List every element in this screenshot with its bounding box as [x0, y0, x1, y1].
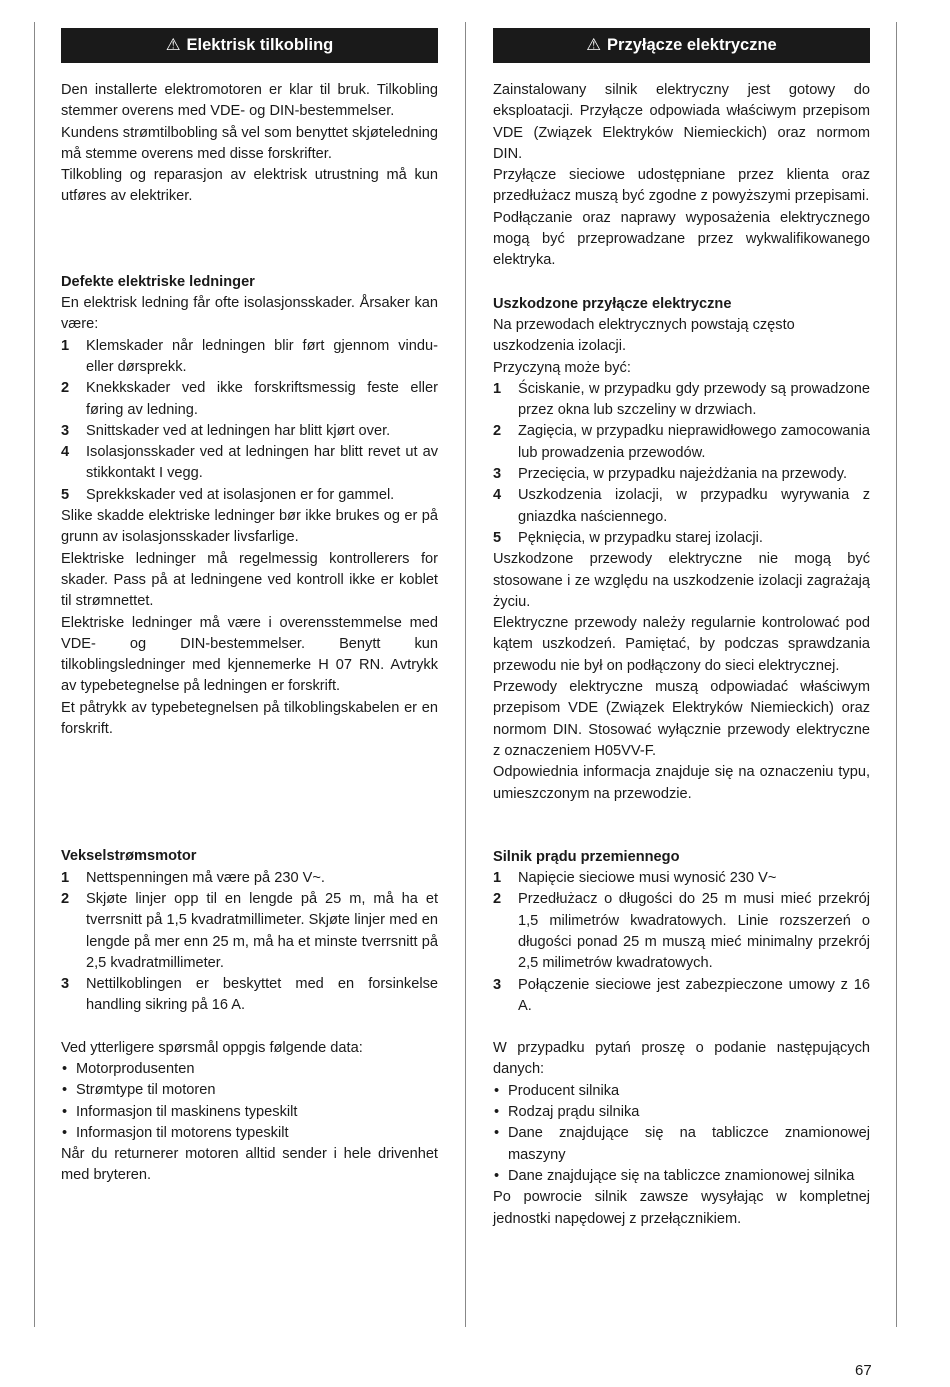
list-text: Klemskader når ledningen blir ført gjennom vindu- eller dørsprekk.: [86, 337, 438, 375]
list-text: Nettilkoblingen er beskyttet med en forsinkelse handling sikring på 16 A.: [86, 976, 438, 1014]
list-item: [493, 485, 870, 528]
right-defects-paragraph: Odpowiednia informacja znajduje się na oznaczeniu typu, umieszczonym na przewodzie.: [493, 764, 870, 802]
list-item: [493, 1102, 870, 1123]
left-defects-paragraph: Elektriske ledninger må regelmessig kontrollerers for skader. Pass på at ledningene ved kontroll ikke er koblet til strømnettet.: [61, 550, 438, 610]
list-item: [493, 1123, 870, 1166]
list-text: Dane znajdujące się na tabliczce znamionowej silnika: [508, 1167, 855, 1184]
list-item: [61, 336, 438, 379]
list-text: Ściskanie, w przypadku gdy przewody są prowadzone przez okna lub szczeliny w drzwiach.: [518, 380, 870, 419]
right-bullet-list: [493, 1081, 870, 1187]
list-number: 3: [493, 466, 502, 483]
bullet: •: [62, 1103, 68, 1120]
right-defects-list: [493, 379, 870, 549]
right-questions-intro: W przypadku pytań proszę o podanie następujących danych:: [493, 1040, 870, 1078]
list-item: [493, 889, 870, 974]
list-number: 4: [61, 444, 70, 461]
list-text: Knekkskader ved ikke forskriftsmessig feste eller føring av ledning.: [86, 380, 438, 418]
right-closing-paragraph: Po powrocie silnik zawsze wysyłając w kompletnej jednostki napędowej z przełącznikiem.: [493, 1189, 870, 1227]
bullet: •: [62, 1124, 68, 1141]
bullet: •: [62, 1082, 68, 1099]
right-section-banner: [493, 28, 870, 63]
left-motor-list: [61, 868, 438, 1017]
list-number: 2: [493, 891, 502, 908]
right-intro-paragraph: Podłączanie oraz naprawy wyposażenia elektrycznego mogą być przeprowadzane przez wykwalifikowanego elektryka.: [493, 209, 870, 269]
list-text: Motorprodusenten: [76, 1060, 195, 1077]
list-text: Snittskader ved at ledningen har blitt kjørt over.: [86, 422, 391, 439]
list-text: Rodzaj prądu silnika: [508, 1104, 640, 1121]
bullet: •: [494, 1125, 500, 1142]
page-number: 67: [855, 1362, 872, 1379]
list-number: 2: [61, 890, 70, 907]
left-banner-title: Elektrisk tilkobling: [186, 36, 334, 54]
list-number: 2: [61, 380, 70, 397]
list-number: 1: [493, 870, 502, 887]
list-text: Przecięcia, w przypadku najeżdżania na przewody.: [518, 466, 848, 483]
warning-triangle-icon: ⚠: [165, 36, 181, 54]
list-item: [61, 442, 438, 485]
list-text: Producent silnika: [508, 1082, 620, 1099]
list-number: 3: [493, 976, 502, 993]
left-defects-paragraph: Elektriske ledninger må være i overensstemmelse med VDE- og DIN-bestemmelser. Benytt kun tilkoblingsledninger med kjennemerke H 07 RN. Avtrykk av typebetegnelse på ledningen er forskrift.: [61, 614, 438, 695]
list-item: [61, 1059, 438, 1080]
list-item: [61, 868, 438, 889]
list-number: 1: [61, 337, 70, 354]
list-item: [493, 1166, 870, 1187]
right-defects-paragraph: Elektryczne przewody należy regularnie kontrolować pod kątem uszkodzeń. Pamiętać, by podczas sprawdzania przewodu nie był on podłączony do sieci elektrycznej.: [493, 615, 870, 674]
list-item: [493, 1081, 870, 1102]
list-number: 1: [493, 380, 502, 397]
list-text: Strømtype til motoren: [76, 1082, 216, 1099]
right-column: [493, 28, 870, 1230]
right-margin-line: [896, 22, 897, 1327]
list-item: [61, 1102, 438, 1123]
left-defects-paragraph: Slike skadde elektriske ledninger bør ikke brukes og er på grunn av isolasjonsskader livsfarlige.: [61, 508, 438, 546]
list-item: [61, 1123, 438, 1144]
left-bullet-list: [61, 1059, 438, 1144]
list-item: [61, 974, 438, 1017]
left-column: [61, 28, 438, 1187]
right-defects-title: Uszkodzone przyłącze elektryczne: [493, 295, 732, 312]
left-intro-paragraph: Tilkobling og reparasjon av elektrisk utrustning må kun utføres av elektriker.: [61, 167, 438, 205]
list-text: Połączenie sieciowe jest zabezpieczone umowy z 16 A.: [518, 976, 870, 1014]
list-text: Pęknięcia, w przypadku starej izolacji.: [518, 529, 763, 546]
list-item: [61, 378, 438, 421]
right-intro-paragraph: Zainstalowany silnik elektryczny jest gotowy do eksploatacji. Przyłącze odpowiada właściwym przepisom VDE (Związek Elektryków Niemieckich) oraz normom DIN.: [493, 82, 870, 162]
list-text: Nettspenningen må være på 230 V~.: [86, 869, 325, 886]
list-text: Informasjon til motorens typeskilt: [76, 1124, 289, 1141]
right-defects-paragraph: Uszkodzone przewody elektryczne nie mogą być stosowane i ze względu na uszkodzenie izolacji zagrażają życiu.: [493, 551, 870, 610]
list-text: Isolasjonsskader ved at ledningen har blitt revet ut av stikkontakt I vegg.: [86, 444, 438, 482]
left-questions-intro: Ved ytterligere spørsmål oppgis følgende data:: [61, 1039, 363, 1056]
list-item: [493, 868, 870, 889]
list-item: [61, 889, 438, 974]
right-defects-intro: Na przewodach elektrycznych powstają często uszkodzenia izolacji.: [493, 316, 795, 355]
list-item: [493, 421, 870, 464]
right-banner-title: Przyłącze elektryczne: [607, 36, 777, 54]
list-number: 4: [493, 487, 502, 504]
list-item: [493, 975, 870, 1018]
list-item: [493, 464, 870, 485]
left-margin-line: [34, 22, 35, 1327]
list-text: Skjøte linjer opp til en lengde på 25 m, må ha et tverrsnitt på 1,5 kvadratmillimeter. Skjøte linjer med en lengde på mer enn 25 m, må ha et minste tverrsnitt på 2,5 kvadratmillimeter.: [86, 890, 438, 971]
left-defects-intro: En elektrisk ledning får ofte isolasjonsskader. Årsaker kan være:: [61, 295, 438, 333]
bullet: •: [494, 1082, 500, 1099]
list-item: [493, 379, 870, 422]
left-intro-paragraph: Den installerte elektromotoren er klar til bruk. Tilkobling stemmer overens med VDE- og DIN-bestemmelser.: [61, 82, 438, 120]
bullet: •: [494, 1104, 500, 1121]
list-item: [493, 528, 870, 549]
right-defects-paragraph: Przewody elektryczne muszą odpowiadać właściwym przepisom VDE (Związek Elektryków Niemieckich) oraz normom DIN. Stosować wyłącznie przewody elektryczne z oznaczeniem H05VV-F.: [493, 679, 870, 759]
right-motor-title: Silnik prądu przemiennego: [493, 848, 680, 865]
list-text: Napięcie sieciowe musi wynosić 230 V~: [518, 870, 777, 887]
list-item: [61, 421, 438, 442]
list-text: Przedłużacz o długości do 25 m musi mieć przekrój 1,5 milimetrów kwadratowych. Linie rozszerzeń o długości ponad 25 m muszą mieć minimalny przekrój 2,5 milimetrów kwadratowych.: [518, 891, 870, 972]
center-divider-line: [465, 22, 466, 1327]
warning-triangle-icon: ⚠: [586, 36, 602, 54]
right-motor-list: [493, 868, 870, 1017]
left-intro-paragraph: Kundens strømtilbobling så vel som benyttet skjøteledning må stemme overens med disse forskrifter.: [61, 124, 438, 162]
right-defects-intro-cause: Przyczyną może być:: [493, 359, 631, 376]
list-text: Uszkodzenia izolacji, w przypadku wyrywania z gniazdka naściennego.: [518, 487, 870, 525]
left-defects-paragraph: Et påtrykk av typebetegnelsen på tilkoblingskabelen er en forskrift.: [61, 699, 438, 738]
list-text: Informasjon til maskinens typeskilt: [76, 1103, 298, 1120]
list-number: 3: [61, 422, 70, 439]
list-number: 3: [61, 976, 70, 993]
list-item: [61, 485, 438, 506]
bullet: •: [494, 1167, 500, 1184]
right-intro-paragraph: Przyłącze sieciowe udostępniane przez klienta oraz przedłużacz muszą być zgodne z powyższymi przepisami.: [493, 167, 870, 205]
list-text: Dane znajdujące się na tabliczce znamionowej maszyny: [508, 1125, 870, 1163]
list-number: 5: [61, 486, 70, 503]
left-motor-title: Vekselstrømsmotor: [61, 848, 197, 865]
left-closing-paragraph: Når du returnerer motoren alltid sender i hele drivenhet med bryteren.: [61, 1146, 438, 1184]
left-section-banner: [61, 28, 438, 63]
list-number: 1: [61, 869, 70, 886]
bullet: •: [62, 1060, 68, 1077]
left-defects-list: [61, 336, 438, 506]
list-item: [61, 1080, 438, 1101]
list-text: Sprekkskader ved at isolasjonen er for gammel.: [86, 486, 395, 503]
left-defects-title: Defekte elektriske ledninger: [61, 273, 255, 290]
list-text: Zagięcia, w przypadku nieprawidłowego zamocowania lub prowadzenia przewodów.: [518, 423, 870, 461]
list-number: 2: [493, 423, 502, 440]
list-number: 5: [493, 529, 502, 546]
